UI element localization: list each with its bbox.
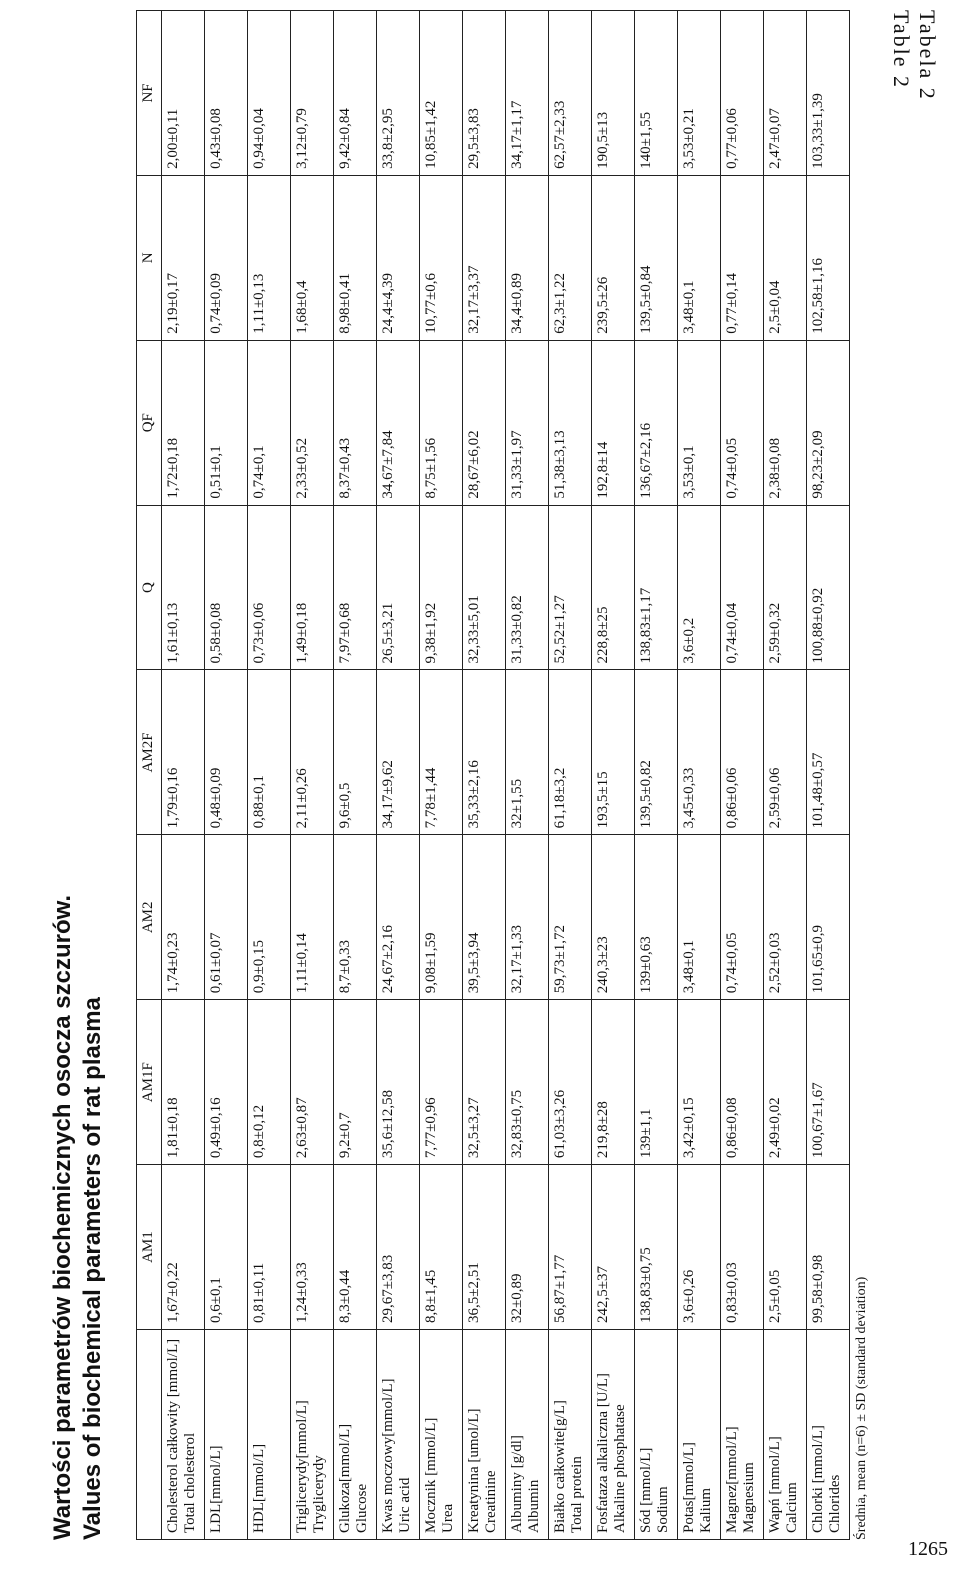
value-cell: 9,42±0,84 xyxy=(334,11,377,176)
value-cell: 2,59±0,06 xyxy=(764,670,807,835)
value-cell: 101,48±0,57 xyxy=(807,670,850,835)
value-cell: 28,67±6,02 xyxy=(463,340,506,505)
value-cell: 0,74±0,09 xyxy=(205,175,248,340)
value-cell: 10,85±1,42 xyxy=(420,11,463,176)
table-row xyxy=(592,11,635,1540)
value-cell: 7,77±0,96 xyxy=(420,1000,463,1165)
parameter-name-pl: Mocznik [mmol/L] xyxy=(423,1417,439,1533)
parameter-cell xyxy=(248,1330,291,1540)
value-cell: 1,79±0,16 xyxy=(162,670,205,835)
value-cell: 100,67±1,67 xyxy=(807,1000,850,1165)
parameter-cell xyxy=(377,1330,420,1540)
value-cell: 98,23±2,09 xyxy=(807,340,850,505)
parameter-name-en: Total cholesterol xyxy=(182,1432,198,1533)
value-cell: 1,49±0,18 xyxy=(291,505,334,670)
value-cell: 39,5±3,94 xyxy=(463,835,506,1000)
value-cell: 0,74±0,04 xyxy=(721,505,764,670)
value-cell: 3,53±0,21 xyxy=(678,11,721,176)
table-label-en: Table 2 xyxy=(889,10,914,90)
value-cell: 1,81±0,18 xyxy=(162,1000,205,1165)
value-cell: 2,00±0,11 xyxy=(162,11,205,176)
value-cell: 3,48±0,1 xyxy=(678,835,721,1000)
value-cell: 0,58±0,08 xyxy=(205,505,248,670)
value-cell: 24,67±2,16 xyxy=(377,835,420,1000)
table-row xyxy=(764,11,807,1540)
value-cell: 24,4±4,39 xyxy=(377,175,420,340)
value-cell: 136,67±2,16 xyxy=(635,340,678,505)
parameter-name-en: Alkaline phosphatase xyxy=(612,1404,628,1533)
value-cell: 1,24±0,33 xyxy=(291,1165,334,1330)
value-cell: 2,59±0,32 xyxy=(764,505,807,670)
value-cell: 29,67±3,83 xyxy=(377,1165,420,1330)
value-cell: 0,81±0,11 xyxy=(248,1165,291,1330)
value-cell: 240,3±23 xyxy=(592,835,635,1000)
parameter-name-pl: HDL[mmol/L] xyxy=(251,1443,267,1533)
table-row xyxy=(635,11,678,1540)
parameter-name-pl: Białko całkowite[g/L] xyxy=(552,1400,568,1533)
value-cell: 219,8±28 xyxy=(592,1000,635,1165)
value-cell: 0,6±0,1 xyxy=(205,1165,248,1330)
parameter-name-en: Tryglicerydy xyxy=(311,1455,327,1533)
value-cell: 2,5±0,05 xyxy=(764,1165,807,1330)
parameter-name-pl: Albuminy [g/dl] xyxy=(509,1435,525,1533)
parameter-cell xyxy=(635,1330,678,1540)
value-cell: 2,47±0,07 xyxy=(764,11,807,176)
value-cell: 0,49±0,16 xyxy=(205,1000,248,1165)
parameter-name-en: Glucose xyxy=(354,1483,370,1533)
parameter-name-en: Kalium xyxy=(698,1488,714,1533)
value-cell: 0,77±0,06 xyxy=(721,11,764,176)
value-cell: 0,8±0,12 xyxy=(248,1000,291,1165)
table-row xyxy=(678,11,721,1540)
value-cell: 1,74±0,23 xyxy=(162,835,205,1000)
parameter-cell xyxy=(549,1330,592,1540)
value-cell: 0,61±0,07 xyxy=(205,835,248,1000)
table-row xyxy=(420,11,463,1540)
value-cell: 0,74±0,1 xyxy=(248,340,291,505)
value-cell: 1,72±0,18 xyxy=(162,340,205,505)
value-cell: 35,6±12,58 xyxy=(377,1000,420,1165)
column-header: AM1F xyxy=(137,1000,162,1165)
value-cell: 1,67±0,22 xyxy=(162,1165,205,1330)
value-cell: 2,63±0,87 xyxy=(291,1000,334,1165)
value-cell: 29,5±3,83 xyxy=(463,11,506,176)
value-cell: 0,48±0,09 xyxy=(205,670,248,835)
parameter-name-en: Calcium xyxy=(784,1482,800,1533)
value-cell: 102,58±1,16 xyxy=(807,175,850,340)
value-cell: 228,8±25 xyxy=(592,505,635,670)
value-cell: 3,6±0,26 xyxy=(678,1165,721,1330)
column-header: AM1 xyxy=(137,1165,162,1330)
column-header xyxy=(137,1330,162,1540)
table-row xyxy=(807,11,850,1540)
parameter-name-en: Chlorides xyxy=(827,1474,843,1533)
column-header: Q xyxy=(137,505,162,670)
value-cell: 3,45±0,33 xyxy=(678,670,721,835)
parameter-cell xyxy=(162,1330,205,1540)
table-row xyxy=(162,11,205,1540)
parameter-name-en: Urea xyxy=(440,1503,456,1533)
parameter-name-pl: Kwas moczowy[mmol/L] xyxy=(380,1378,396,1533)
parameter-name-pl: Kreatynina [umol/L] xyxy=(466,1408,482,1533)
value-cell: 0,43±0,08 xyxy=(205,11,248,176)
value-cell: 3,12±0,79 xyxy=(291,11,334,176)
value-cell: 31,33±1,97 xyxy=(506,340,549,505)
value-cell: 61,03±3,26 xyxy=(549,1000,592,1165)
parameter-name-en: Magnesium xyxy=(741,1462,757,1533)
parameter-cell xyxy=(764,1330,807,1540)
value-cell: 1,61±0,13 xyxy=(162,505,205,670)
value-cell: 190,5±13 xyxy=(592,11,635,176)
value-cell: 100,88±0,92 xyxy=(807,505,850,670)
parameter-name-pl: LDL[mmol/L] xyxy=(208,1445,224,1533)
value-cell: 3,42±0,15 xyxy=(678,1000,721,1165)
value-cell: 7,78±1,44 xyxy=(420,670,463,835)
table-row xyxy=(205,11,248,1540)
value-cell: 1,11±0,13 xyxy=(248,175,291,340)
parameter-cell xyxy=(592,1330,635,1540)
value-cell: 0,86±0,08 xyxy=(721,1000,764,1165)
value-cell: 34,17±9,62 xyxy=(377,670,420,835)
value-cell: 0,94±0,04 xyxy=(248,11,291,176)
parameter-name-en: Sodium xyxy=(655,1486,671,1533)
parameter-name-en: Creatinine xyxy=(483,1470,499,1533)
value-cell: 0,86±0,06 xyxy=(721,670,764,835)
title-polish: Wartości parametrów biochemicznych osocza szczurów. xyxy=(49,894,76,1540)
column-header: N xyxy=(137,175,162,340)
parameter-cell xyxy=(334,1330,377,1540)
table-row xyxy=(463,11,506,1540)
value-cell: 0,51±0,1 xyxy=(205,340,248,505)
parameter-cell xyxy=(807,1330,850,1540)
value-cell: 8,3±0,44 xyxy=(334,1165,377,1330)
value-cell: 3,6±0,2 xyxy=(678,505,721,670)
table-titles xyxy=(40,10,136,1540)
value-cell: 8,8±1,45 xyxy=(420,1165,463,1330)
parameter-cell xyxy=(506,1330,549,1540)
value-cell: 34,17±1,17 xyxy=(506,11,549,176)
parameter-name-pl: Triglicerydy[mmol/L] xyxy=(294,1400,310,1533)
value-cell: 2,5±0,04 xyxy=(764,175,807,340)
column-header: NF xyxy=(137,11,162,176)
parameter-name-pl: Sód [mmol/L] xyxy=(638,1447,654,1533)
value-cell: 0,74±0,05 xyxy=(721,340,764,505)
value-cell: 0,77±0,14 xyxy=(721,175,764,340)
footnote: Średnia, mean (n=6) ± SD (standard deviation) xyxy=(854,1276,869,1540)
value-cell: 140±1,55 xyxy=(635,11,678,176)
value-cell: 239,5±26 xyxy=(592,175,635,340)
column-header: AM2 xyxy=(137,835,162,1000)
value-cell: 32,17±3,37 xyxy=(463,175,506,340)
value-cell: 138,83±0,75 xyxy=(635,1165,678,1330)
value-cell: 34,67±7,84 xyxy=(377,340,420,505)
value-cell: 2,38±0,08 xyxy=(764,340,807,505)
table-row xyxy=(377,11,420,1540)
table-row xyxy=(549,11,592,1540)
value-cell: 8,37±0,43 xyxy=(334,340,377,505)
value-cell: 2,11±0,26 xyxy=(291,670,334,835)
value-cell: 2,52±0,03 xyxy=(764,835,807,1000)
value-cell: 8,7±0,33 xyxy=(334,835,377,1000)
parameter-cell xyxy=(205,1330,248,1540)
value-cell: 9,2±0,7 xyxy=(334,1000,377,1165)
value-cell: 32,17±1,33 xyxy=(506,835,549,1000)
value-cell: 139,5±0,84 xyxy=(635,175,678,340)
value-cell: 26,5±3,21 xyxy=(377,505,420,670)
value-cell: 9,08±1,59 xyxy=(420,835,463,1000)
table-header-row xyxy=(137,11,162,1540)
value-cell: 0,88±0,1 xyxy=(248,670,291,835)
value-cell: 193,5±15 xyxy=(592,670,635,835)
value-cell: 32,33±5,01 xyxy=(463,505,506,670)
parameter-cell xyxy=(291,1330,334,1540)
value-cell: 62,57±2,33 xyxy=(549,11,592,176)
parameter-name-pl: Potas[mmol/L] xyxy=(681,1442,697,1533)
value-cell: 0,73±0,06 xyxy=(248,505,291,670)
parameter-cell xyxy=(678,1330,721,1540)
value-cell: 35,33±2,16 xyxy=(463,670,506,835)
value-cell: 3,48±0,1 xyxy=(678,175,721,340)
value-cell: 0,83±0,03 xyxy=(721,1165,764,1330)
parameter-name-pl: Glukoza[mmol/L] xyxy=(337,1423,353,1533)
table-body xyxy=(162,11,850,1540)
value-cell: 139±1,1 xyxy=(635,1000,678,1165)
table-row xyxy=(506,11,549,1540)
table-label-pl: Tabela 2 xyxy=(915,10,940,101)
value-cell: 10,77±0,6 xyxy=(420,175,463,340)
title-english: Values of biochemical parameters of rat plasma xyxy=(79,997,106,1540)
value-cell: 8,75±1,56 xyxy=(420,340,463,505)
parameter-name-pl: Cholesterol całkowity [mmol/L] xyxy=(165,1338,181,1533)
value-cell: 56,87±1,77 xyxy=(549,1165,592,1330)
value-cell: 34,4±0,89 xyxy=(506,175,549,340)
value-cell: 138,83±1,17 xyxy=(635,505,678,670)
parameter-name-pl: Magnez[mmol/L] xyxy=(724,1426,740,1533)
value-cell: 0,9±0,15 xyxy=(248,835,291,1000)
column-header: QF xyxy=(137,340,162,505)
parameter-cell xyxy=(463,1330,506,1540)
value-cell: 7,97±0,68 xyxy=(334,505,377,670)
page-number: 1265 xyxy=(908,1538,948,1560)
value-cell: 3,53±0,1 xyxy=(678,340,721,505)
value-cell: 33,8±2,95 xyxy=(377,11,420,176)
value-cell: 101,65±0,9 xyxy=(807,835,850,1000)
table-row xyxy=(291,11,334,1540)
value-cell: 51,38±3,13 xyxy=(549,340,592,505)
value-cell: 59,73±1,72 xyxy=(549,835,592,1000)
value-cell: 2,49±0,02 xyxy=(764,1000,807,1165)
parameter-cell xyxy=(721,1330,764,1540)
column-header: AM2F xyxy=(137,670,162,835)
value-cell: 192,8±14 xyxy=(592,340,635,505)
value-cell: 61,18±3,2 xyxy=(549,670,592,835)
value-cell: 32±0,89 xyxy=(506,1165,549,1330)
value-cell: 36,5±2,51 xyxy=(463,1165,506,1330)
rotated-content xyxy=(40,10,920,1540)
value-cell: 2,19±0,17 xyxy=(162,175,205,340)
value-cell: 1,68±0,4 xyxy=(291,175,334,340)
parameter-cell xyxy=(420,1330,463,1540)
value-cell: 62,3±1,22 xyxy=(549,175,592,340)
value-cell: 242,5±37 xyxy=(592,1165,635,1330)
value-cell: 52,52±1,27 xyxy=(549,505,592,670)
table-row xyxy=(248,11,291,1540)
value-cell: 0,74±0,05 xyxy=(721,835,764,1000)
parameter-name-en: Uric acid xyxy=(397,1477,413,1533)
value-cell: 32,5±3,27 xyxy=(463,1000,506,1165)
value-cell: 139±0,63 xyxy=(635,835,678,1000)
parameter-name-en: Total protein xyxy=(569,1456,585,1533)
value-cell: 139,5±0,82 xyxy=(635,670,678,835)
parameter-name-pl: Chlorki [mmol/L] xyxy=(810,1425,826,1533)
table-row xyxy=(334,11,377,1540)
value-cell: 8,98±0,41 xyxy=(334,175,377,340)
value-cell: 32±1,55 xyxy=(506,670,549,835)
biochemical-parameters-table xyxy=(136,10,850,1540)
value-cell: 32,83±0,75 xyxy=(506,1000,549,1165)
value-cell: 9,38±1,92 xyxy=(420,505,463,670)
value-cell: 103,33±1,39 xyxy=(807,11,850,176)
value-cell: 1,11±0,14 xyxy=(291,835,334,1000)
value-cell: 2,33±0,52 xyxy=(291,340,334,505)
value-cell: 99,58±0,98 xyxy=(807,1165,850,1330)
value-cell: 31,33±0,82 xyxy=(506,505,549,670)
parameter-name-pl: Wapń [mmol/L] xyxy=(767,1436,783,1533)
value-cell: 9,6±0,5 xyxy=(334,670,377,835)
table-row xyxy=(721,11,764,1540)
parameter-name-pl: Fosfataza alkaliczna [U/L] xyxy=(595,1373,611,1533)
parameter-name-en: Albumin xyxy=(526,1479,542,1533)
